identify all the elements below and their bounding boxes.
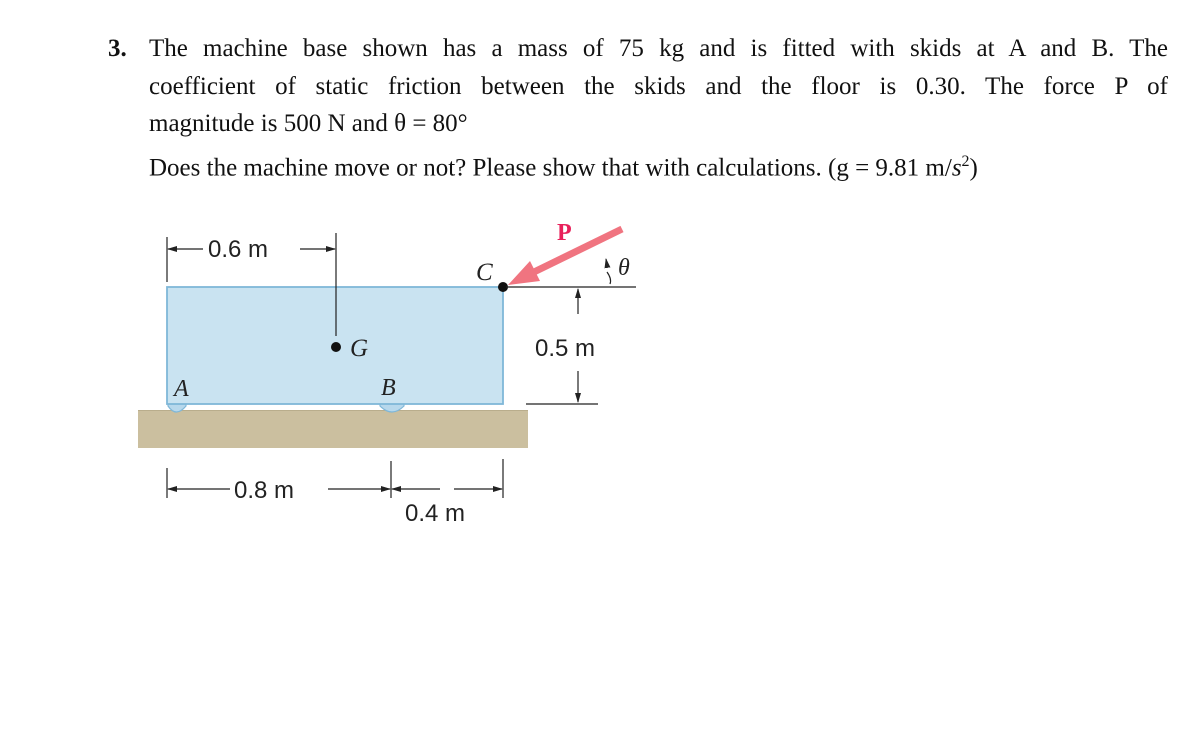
a-label: A [174,376,189,402]
problem-line-1: The machine base shown has a mass of 75 kg and is fitted with skids at A and B. The [149,35,1168,62]
g-label: G [350,335,369,362]
problem-line-4-text: Does the machine move or not? Please show that with calculations. (g = 9.81 m/ [149,153,952,181]
force-p-shaft [534,229,622,272]
g-point [331,342,341,352]
units-close: ) [969,153,978,181]
angle-arc [607,272,611,284]
problem-number: 3. [108,35,127,62]
dim-top-label: 0.6 m [208,236,269,263]
c-label: C [476,259,493,286]
problem-line-3: magnitude is 500 N and θ = 80° [149,110,468,137]
dim-right-label: 0.4 m [405,500,466,527]
force-p-label: P [557,220,572,246]
force-p-head [508,261,540,285]
units-exponent: 2 [961,152,970,170]
dim-left-label: 0.8 m [234,477,295,504]
angle-arc-arrow [606,259,607,265]
b-label: B [381,375,396,401]
ground [138,410,528,448]
units-s: s [951,153,962,181]
height-label: 0.5 m [535,335,596,362]
problem-line-2: coefficient of static friction between the skids and the floor is 0.30. The force P of [149,72,1168,100]
angle-label: θ [618,255,630,281]
